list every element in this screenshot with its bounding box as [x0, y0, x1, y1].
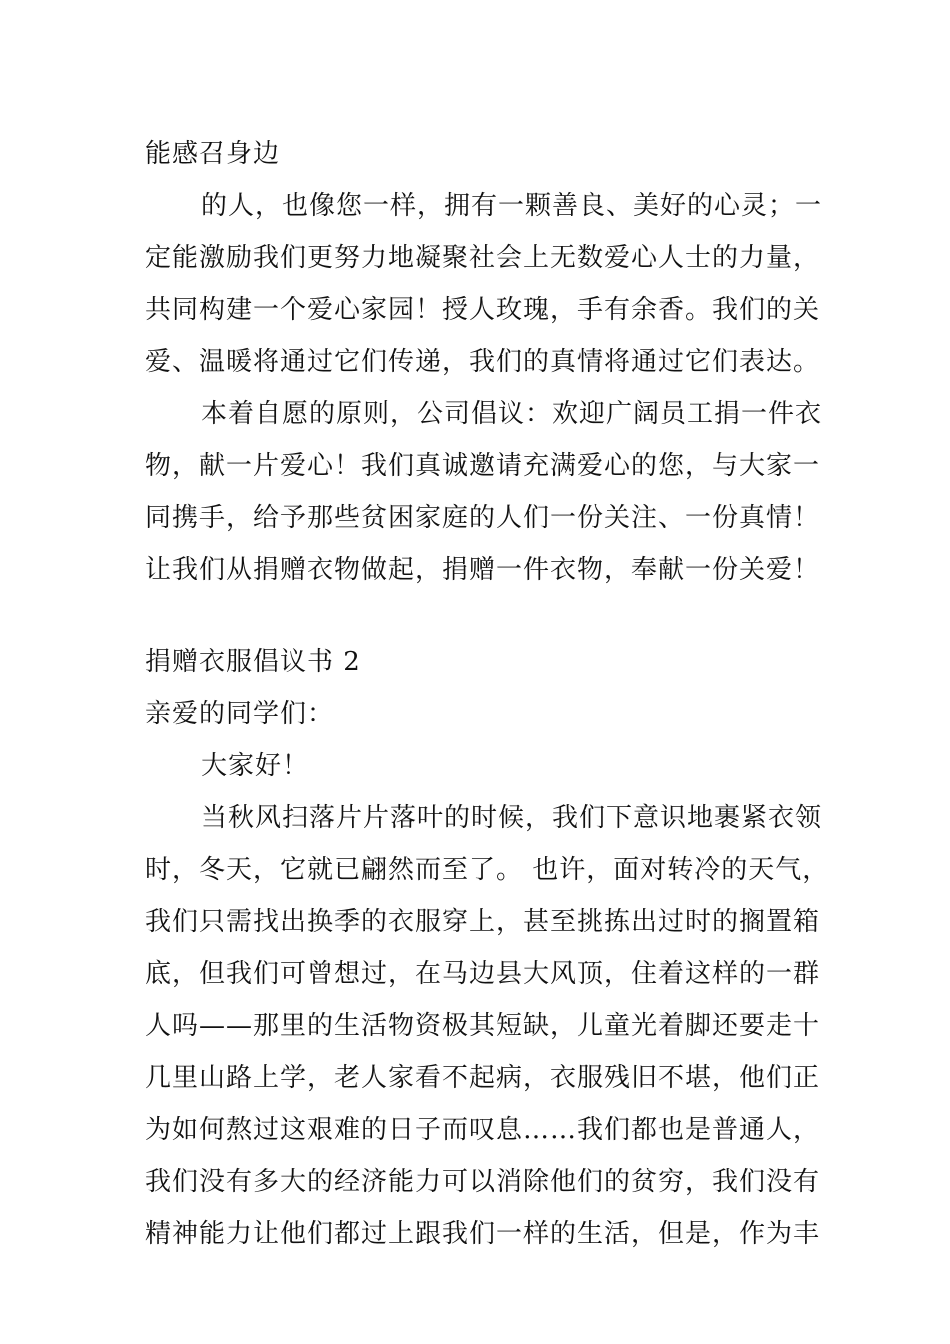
paragraph-3	[145, 792, 830, 1260]
text-line: 时，冬天，它就已翩然而至了。 也许，面对转冷的天气，	[145, 855, 830, 885]
section-heading: 捐赠衣服倡议书 2	[145, 647, 361, 677]
text-line: 当秋风扫落片片落叶的时候，我们下意识地裹紧衣领	[201, 803, 823, 833]
text-line: 我们没有多大的经济能力可以消除他们的贫穷，我们没有	[145, 1167, 821, 1197]
document-page	[145, 128, 830, 1260]
text-line: 同携手，给予那些贫困家庭的人们一份关注、一份真情！	[145, 503, 821, 533]
text-line: 人吗——那里的生活物资极其短缺，儿童光着脚还要走十	[145, 1011, 821, 1041]
section-gap	[145, 596, 815, 636]
text-line: 的人，也像您一样，拥有一颗善良、美好的心灵；一	[201, 191, 823, 221]
text-line: 共同构建一个爱心家园！授人玫瑰，手有余香。我们的关	[145, 295, 821, 325]
text-line: 定能激励我们更努力地凝聚社会上无数爱心人士的力量，	[145, 243, 821, 273]
salutation: 亲爱的同学们：	[145, 699, 335, 729]
greeting: 大家好！	[201, 751, 310, 781]
text-line: 物，献一片爱心！我们真诚邀请充满爱心的您，与大家一	[145, 451, 821, 481]
paragraph-1	[145, 180, 823, 388]
text-line: 几里山路上学，老人家看不起病，衣服残旧不堪，他们正	[145, 1063, 821, 1093]
text-line: 为如何熬过这艰难的日子而叹息……我们都也是普通人，	[145, 1115, 821, 1145]
text-line: 我们只需找出换季的衣服穿上，甚至挑拣出过时的搁置箱	[145, 907, 821, 937]
text-line: 精神能力让他们都过上跟我们一样的生活，但是，作为丰	[145, 1219, 821, 1249]
paragraph-fragment: 能感召身边	[145, 139, 281, 169]
text-line: 本着自愿的原则，公司倡议：欢迎广阔员工捐一件衣	[201, 399, 823, 429]
text-line: 爱、温暖将通过它们传递，我们的真情将通过它们表达。	[145, 347, 821, 377]
text-line: 让我们从捐赠衣物做起，捐赠一件衣物，奉献一份关爱！	[145, 555, 821, 585]
paragraph-2	[145, 388, 823, 596]
text-line: 底，但我们可曾想过，在马边县大风顶，住着这样的一群	[145, 959, 821, 989]
